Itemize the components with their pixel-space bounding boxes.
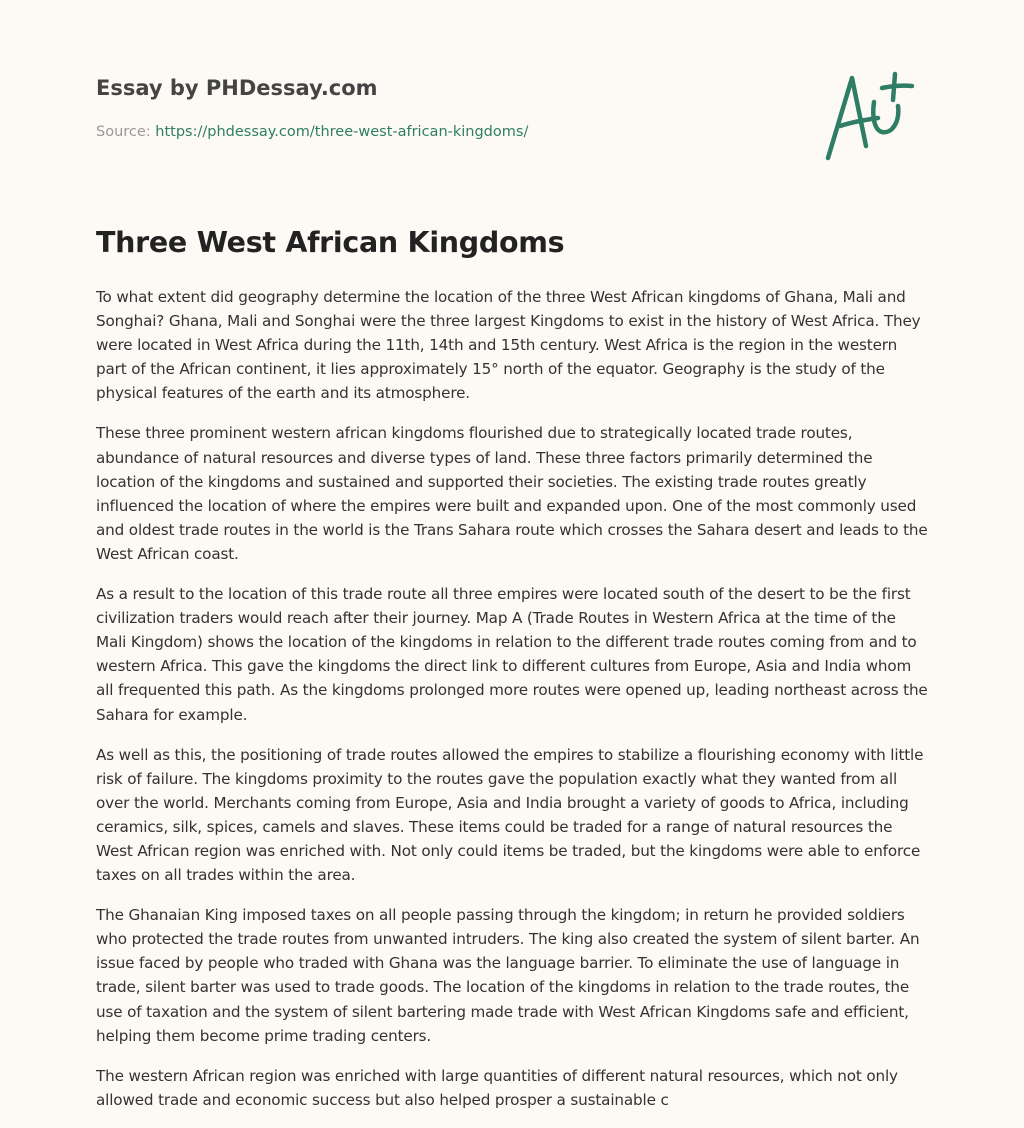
essay-title: Three West African Kingdoms — [96, 226, 565, 259]
source-line — [96, 124, 528, 140]
brand-heading: Essay by PHDessay.com — [96, 76, 378, 100]
essay-paragraph: These three prominent western african kingdoms flourished due to strategically located trade routes, abundance of natural resources and diverse types of land. These three factors primarily determined the location of the kingdoms and sustained and supported their societies. The existing trade routes greatly influenced the location of where the empires were built and expanded upon. One of the most commonly used and oldest trade routes in the world is the Trans Sahara route which crosses the Sahara desert and leads to the West African coast. — [96, 424, 928, 563]
essay-paragraph: The western African region was enriched with large quantities of different natural resources, which not only allowed trade and economic success but also helped prosper a sustainable c — [96, 1066, 898, 1109]
source-label: Source: — [96, 124, 156, 140]
essay-paragraph: As a result to the location of this trade route all three empires were located south of the desert to be the first civilization traders would reach after their journey. Map A (Trade Routes in Western Africa at the time of the Mali Kingdom) shows the location of the kingdoms in relation to the different trade routes coming from and to western Africa. This gave the kingdoms the direct link to different cultures from Europe, Asia and India whom all frequented this path. As the kingdoms prolonged more routes were opened up, leading northeast across the Sahara for example. — [96, 585, 928, 724]
essay-body — [96, 285, 930, 1128]
a-plus-logo-icon — [822, 66, 932, 166]
essay-paragraph: The Ghanaian King imposed taxes on all people passing through the kingdom; in return he provided soldiers who protected the trade routes from unwanted intruders. The king also created the system of silent barter. An issue faced by people who traded with Ghana was the language barrier. To eliminate the use of language in trade, silent barter was used to trade goods. The location of the kingdoms in relation to the trade routes, the use of taxation and the system of silent bartering made trade with West African Kingdoms safe and efficient, helping them become prime trading centers. — [96, 906, 920, 1045]
essay-paragraph: As well as this, the positioning of trade routes allowed the empires to stabilize a flourishing economy with little risk of failure. The kingdoms proximity to the routes gave the population exactly what they wanted from all over the world. Merchants coming from Europe, Asia and India brought a variety of goods to Africa, including ceramics, silk, spices, camels and slaves. These items could be traded for a range of natural resources the West African region was enriched with. Not only could items be traded, but the kingdoms were able to enforce taxes on all trades within the area. — [96, 745, 924, 885]
source-link[interactable]: https://phdessay.com/three-west-african-kingdoms/ — [155, 124, 529, 140]
essay-paragraph: To what extent did geography determine the location of the three West African kingdoms of Ghana, Mali and Songhai? Ghana, Mali and Songhai were the three largest Kingdoms to exist in the history of West Africa. They were located in West Africa during the 11th, 14th and 15th century. West Africa is the region in the western part of the African continent, it lies approximately 15° north of the equator. Geography is the study of the physical features of the earth and its atmosphere. — [96, 288, 921, 403]
